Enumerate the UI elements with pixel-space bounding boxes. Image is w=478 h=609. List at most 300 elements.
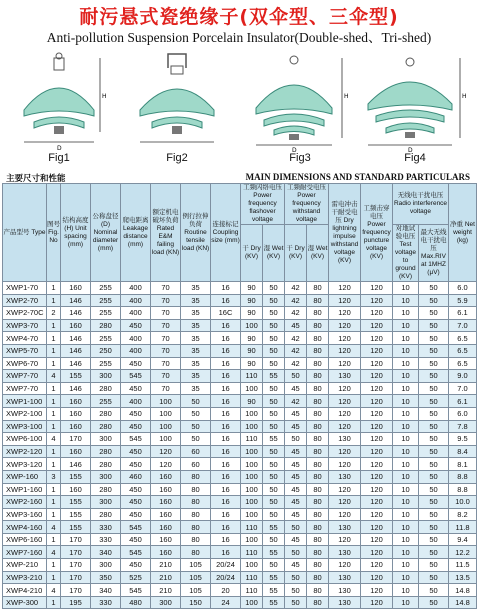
cell-impulse: 130 <box>329 571 361 584</box>
cell-type: XWP7-70 <box>3 370 47 383</box>
cell-flashover-wet: 50 <box>263 445 285 458</box>
cell-type: XWP6-160 <box>3 533 47 546</box>
header-impulse: 雷电冲击干耐受电压 Dry lightning impulse withstand voltage (KV) <box>329 184 361 282</box>
diameter-label: D <box>292 147 297 152</box>
cell-leakage: 450 <box>121 533 151 546</box>
section-title-english: MAIN DIMENSIONS AND STANDARD PARTICULARS <box>245 172 470 182</box>
cell-diameter: 330 <box>91 521 121 534</box>
cell-failing-load: 120 <box>151 445 181 458</box>
cell-flashover-dry: 100 <box>241 483 263 496</box>
cell-coupling: 16 <box>211 521 241 534</box>
cell-type: XWP4-210 <box>3 584 47 597</box>
cell-failing-load: 210 <box>151 559 181 572</box>
cell-spacing: 160 <box>61 420 91 433</box>
cell-impulse: 120 <box>329 533 361 546</box>
cell-flashover-wet: 55 <box>263 596 285 609</box>
table-row <box>3 294 477 307</box>
cell-puncture: 120 <box>361 470 393 483</box>
cell-withstand-wet: 80 <box>307 559 329 572</box>
fig-label: Fig2 <box>166 152 188 164</box>
cell-leakage: 450 <box>121 420 151 433</box>
cell-type: XWP5-70 <box>3 344 47 357</box>
cell-flashover-wet: 55 <box>263 370 285 383</box>
cell-routine-load: 105 <box>181 584 211 597</box>
cell-coupling: 16 <box>211 483 241 496</box>
cell-test-voltage: 10 <box>393 445 419 458</box>
insulator-drawing-fig1 <box>10 48 108 152</box>
cell-failing-load: 100 <box>151 407 181 420</box>
table-row <box>3 496 477 509</box>
cell-flashover-dry: 90 <box>241 344 263 357</box>
cell-type: XWP3-70 <box>3 319 47 332</box>
cell-routine-load: 35 <box>181 344 211 357</box>
header-fig: 图号 Fig. No <box>47 184 61 282</box>
cell-leakage: 400 <box>121 282 151 295</box>
cell-test-voltage: 10 <box>393 483 419 496</box>
cell-coupling: 20/24 <box>211 559 241 572</box>
figure-1 <box>10 48 108 172</box>
cell-type: XWP2-100 <box>3 407 47 420</box>
header-max-riv: 最大无线电干扰电压 Max.RIV at 1MHZ (μV) <box>419 225 449 282</box>
cell-weight: 8.8 <box>449 470 477 483</box>
header-diameter: 公称盘径 (D) Nominal diameter (mm) <box>91 184 121 282</box>
header-withstand: 工频耐受电压 Power frequency withstand voltage <box>285 184 329 225</box>
cell-withstand-wet: 80 <box>307 395 329 408</box>
cell-coupling: 16 <box>211 546 241 559</box>
cell-fig: 1 <box>47 395 61 408</box>
cell-routine-load: 50 <box>181 420 211 433</box>
cell-failing-load: 210 <box>151 584 181 597</box>
cell-coupling: 16 <box>211 357 241 370</box>
table-row <box>3 332 477 345</box>
cell-coupling: 16 <box>211 382 241 395</box>
cell-weight: 6.0 <box>449 282 477 295</box>
cell-failing-load: 70 <box>151 307 181 320</box>
cell-withstand-dry: 50 <box>285 584 307 597</box>
cell-coupling: 24 <box>211 596 241 609</box>
cell-spacing: 160 <box>61 407 91 420</box>
cell-puncture: 120 <box>361 307 393 320</box>
cell-test-voltage: 10 <box>393 521 419 534</box>
cell-puncture: 120 <box>361 294 393 307</box>
cell-spacing: 160 <box>61 483 91 496</box>
cell-puncture: 120 <box>361 445 393 458</box>
cell-routine-load: 35 <box>181 382 211 395</box>
cell-spacing: 160 <box>61 319 91 332</box>
title-chinese: 耐污悬式瓷绝缘子(双伞型、三伞型) <box>79 6 399 28</box>
cell-failing-load: 100 <box>151 395 181 408</box>
cell-impulse: 120 <box>329 458 361 471</box>
cell-withstand-dry: 50 <box>285 596 307 609</box>
cell-failing-load: 160 <box>151 470 181 483</box>
cell-routine-load: 35 <box>181 319 211 332</box>
cell-max-riv: 50 <box>419 584 449 597</box>
cell-leakage: 450 <box>121 319 151 332</box>
cell-flashover-wet: 50 <box>263 533 285 546</box>
cell-puncture: 120 <box>361 571 393 584</box>
cell-failing-load: 70 <box>151 357 181 370</box>
cell-leakage: 460 <box>121 470 151 483</box>
table-row <box>3 584 477 597</box>
cell-puncture: 120 <box>361 370 393 383</box>
cell-spacing: 155 <box>61 521 91 534</box>
cell-impulse: 120 <box>329 420 361 433</box>
cell-type: XWP2-120 <box>3 445 47 458</box>
fig-label: Fig1 <box>48 152 70 164</box>
cell-flashover-dry: 110 <box>241 546 263 559</box>
cell-weight: 11.8 <box>449 521 477 534</box>
cell-type: XWP3-100 <box>3 420 47 433</box>
cell-impulse: 120 <box>329 332 361 345</box>
cell-flashover-dry: 110 <box>241 521 263 534</box>
cell-puncture: 120 <box>361 508 393 521</box>
cell-test-voltage: 10 <box>393 433 419 446</box>
cell-failing-load: 160 <box>151 546 181 559</box>
cell-coupling: 16 <box>211 294 241 307</box>
cell-max-riv: 50 <box>419 483 449 496</box>
cell-weight: 6.1 <box>449 307 477 320</box>
cell-flashover-wet: 55 <box>263 521 285 534</box>
cell-weight: 8.4 <box>449 445 477 458</box>
cell-spacing: 160 <box>61 395 91 408</box>
cell-flashover-wet: 55 <box>263 433 285 446</box>
cell-withstand-dry: 45 <box>285 458 307 471</box>
cell-type: XWP1-160 <box>3 483 47 496</box>
cell-withstand-dry: 45 <box>285 407 307 420</box>
cell-flashover-dry: 110 <box>241 571 263 584</box>
cell-flashover-dry: 110 <box>241 370 263 383</box>
cell-failing-load: 160 <box>151 483 181 496</box>
cell-withstand-wet: 80 <box>307 420 329 433</box>
cell-impulse: 130 <box>329 370 361 383</box>
cell-fig: 4 <box>47 521 61 534</box>
cell-type: XWP2-160 <box>3 496 47 509</box>
cell-withstand-wet: 80 <box>307 546 329 559</box>
cell-spacing: 160 <box>61 282 91 295</box>
figure-3 <box>246 48 354 172</box>
cell-impulse: 130 <box>329 470 361 483</box>
cell-withstand-wet: 80 <box>307 382 329 395</box>
cell-failing-load: 100 <box>151 420 181 433</box>
cell-coupling: 20 <box>211 584 241 597</box>
cell-routine-load: 80 <box>181 508 211 521</box>
cell-coupling: 16 <box>211 420 241 433</box>
cell-fig: 4 <box>47 370 61 383</box>
cell-failing-load: 70 <box>151 282 181 295</box>
cell-diameter: 280 <box>91 483 121 496</box>
cell-failing-load: 160 <box>151 496 181 509</box>
cell-coupling: 16 <box>211 508 241 521</box>
cell-withstand-dry: 42 <box>285 332 307 345</box>
cell-spacing: 146 <box>61 307 91 320</box>
cell-test-voltage: 10 <box>393 596 419 609</box>
cell-withstand-wet: 80 <box>307 332 329 345</box>
cell-flashover-dry: 100 <box>241 596 263 609</box>
cell-withstand-dry: 42 <box>285 344 307 357</box>
cell-withstand-dry: 50 <box>285 433 307 446</box>
cell-withstand-dry: 42 <box>285 282 307 295</box>
table-row <box>3 420 477 433</box>
cell-routine-load: 35 <box>181 307 211 320</box>
cell-withstand-dry: 42 <box>285 395 307 408</box>
cell-weight: 6.5 <box>449 357 477 370</box>
cell-coupling: 16 <box>211 458 241 471</box>
cell-fig: 1 <box>47 496 61 509</box>
cell-fig: 1 <box>47 508 61 521</box>
cell-routine-load: 80 <box>181 546 211 559</box>
cell-fig: 1 <box>47 332 61 345</box>
cell-diameter: 255 <box>91 294 121 307</box>
cell-impulse: 120 <box>329 445 361 458</box>
cell-routine-load: 50 <box>181 395 211 408</box>
header-withstand-dry: 干 Dry (KV) <box>285 225 307 282</box>
cell-puncture: 120 <box>361 319 393 332</box>
cell-routine-load: 50 <box>181 433 211 446</box>
cell-impulse: 120 <box>329 357 361 370</box>
cell-routine-load: 80 <box>181 483 211 496</box>
cell-spacing: 170 <box>61 546 91 559</box>
cell-failing-load: 70 <box>151 294 181 307</box>
header-type: 产品型号 Type <box>3 184 47 282</box>
cell-flashover-wet: 50 <box>263 332 285 345</box>
cell-spacing: 170 <box>61 571 91 584</box>
diameter-label: D <box>57 145 62 152</box>
cell-diameter: 300 <box>91 496 121 509</box>
cell-max-riv: 50 <box>419 370 449 383</box>
cell-type: XWP7-70 <box>3 382 47 395</box>
cell-type: XWP2-70 <box>3 294 47 307</box>
cell-diameter: 280 <box>91 319 121 332</box>
cell-flashover-dry: 90 <box>241 332 263 345</box>
cell-failing-load: 70 <box>151 319 181 332</box>
cell-flashover-wet: 50 <box>263 420 285 433</box>
cell-withstand-dry: 42 <box>285 294 307 307</box>
cell-routine-load: 50 <box>181 407 211 420</box>
cell-flashover-wet: 50 <box>263 282 285 295</box>
cell-failing-load: 70 <box>151 370 181 383</box>
cell-flashover-dry: 90 <box>241 294 263 307</box>
cell-test-voltage: 10 <box>393 559 419 572</box>
cell-test-voltage: 10 <box>393 395 419 408</box>
cell-test-voltage: 10 <box>393 458 419 471</box>
cell-weight: 14.8 <box>449 584 477 597</box>
cell-test-voltage: 10 <box>393 470 419 483</box>
cell-failing-load: 70 <box>151 382 181 395</box>
cell-spacing: 155 <box>61 496 91 509</box>
cell-type: XWP7-160 <box>3 546 47 559</box>
cell-impulse: 130 <box>329 546 361 559</box>
cell-leakage: 545 <box>121 546 151 559</box>
cell-routine-load: 150 <box>181 596 211 609</box>
cell-coupling: 16 <box>211 395 241 408</box>
table-row <box>3 559 477 572</box>
cell-max-riv: 50 <box>419 508 449 521</box>
cell-type: XWP-160 <box>3 470 47 483</box>
cell-max-riv: 50 <box>419 332 449 345</box>
cell-impulse: 120 <box>329 344 361 357</box>
cell-flashover-dry: 90 <box>241 307 263 320</box>
cell-flashover-wet: 55 <box>263 546 285 559</box>
cell-fig: 1 <box>47 458 61 471</box>
cell-diameter: 280 <box>91 458 121 471</box>
cell-leakage: 450 <box>121 508 151 521</box>
cell-withstand-wet: 80 <box>307 357 329 370</box>
cell-fig: 1 <box>47 420 61 433</box>
cell-flashover-wet: 50 <box>263 458 285 471</box>
header-withstand-wet: 湿 Wet (KV) <box>307 225 329 282</box>
cell-puncture: 120 <box>361 282 393 295</box>
cell-diameter: 340 <box>91 584 121 597</box>
cell-withstand-wet: 80 <box>307 458 329 471</box>
cell-fig: 1 <box>47 559 61 572</box>
cell-impulse: 130 <box>329 584 361 597</box>
header-leakage: 爬电距离 Leakage distance (mm) <box>121 184 151 282</box>
cell-test-voltage: 10 <box>393 508 419 521</box>
cell-impulse: 130 <box>329 596 361 609</box>
cell-impulse: 120 <box>329 395 361 408</box>
cell-max-riv: 50 <box>419 282 449 295</box>
cell-withstand-wet: 80 <box>307 584 329 597</box>
cell-diameter: 255 <box>91 332 121 345</box>
cell-fig: 1 <box>47 382 61 395</box>
cell-flashover-dry: 90 <box>241 282 263 295</box>
cell-withstand-wet: 80 <box>307 407 329 420</box>
cell-diameter: 255 <box>91 357 121 370</box>
cell-puncture: 120 <box>361 407 393 420</box>
cell-leakage: 450 <box>121 445 151 458</box>
table-row <box>3 533 477 546</box>
cell-diameter: 350 <box>91 571 121 584</box>
table-row <box>3 546 477 559</box>
cell-coupling: 16 <box>211 319 241 332</box>
cell-spacing: 155 <box>61 370 91 383</box>
cell-flashover-dry: 110 <box>241 433 263 446</box>
cell-weight: 9.0 <box>449 370 477 383</box>
cell-fig: 3 <box>47 470 61 483</box>
fig-label: Fig4 <box>404 152 426 164</box>
title-english: Anti-pollution Suspension Porcelain Insulator(Double-shed、Tri-shed) <box>46 30 432 45</box>
cell-flashover-wet: 50 <box>263 382 285 395</box>
cell-routine-load: 105 <box>181 559 211 572</box>
cell-flashover-dry: 100 <box>241 407 263 420</box>
cell-fig: 1 <box>47 445 61 458</box>
cell-weight: 10.0 <box>449 496 477 509</box>
cell-diameter: 300 <box>91 470 121 483</box>
cell-fig: 1 <box>47 533 61 546</box>
cell-coupling: 16 <box>211 496 241 509</box>
cell-diameter: 255 <box>91 395 121 408</box>
cell-withstand-wet: 80 <box>307 370 329 383</box>
cell-failing-load: 160 <box>151 521 181 534</box>
cell-leakage: 545 <box>121 521 151 534</box>
cell-flashover-wet: 55 <box>263 584 285 597</box>
insulator-drawing-fig3 <box>246 48 354 152</box>
table-row <box>3 307 477 320</box>
cell-withstand-dry: 45 <box>285 508 307 521</box>
cell-puncture: 120 <box>361 433 393 446</box>
cell-test-voltage: 10 <box>393 357 419 370</box>
table-row <box>3 470 477 483</box>
cell-max-riv: 50 <box>419 420 449 433</box>
cell-type: XWP3-160 <box>3 508 47 521</box>
cell-diameter: 330 <box>91 596 121 609</box>
cell-puncture: 120 <box>361 546 393 559</box>
cell-flashover-wet: 50 <box>263 496 285 509</box>
cell-withstand-wet: 80 <box>307 571 329 584</box>
cell-coupling: 16 <box>211 332 241 345</box>
cell-puncture: 120 <box>361 382 393 395</box>
cell-flashover-dry: 110 <box>241 584 263 597</box>
cell-diameter: 280 <box>91 445 121 458</box>
cell-puncture: 120 <box>361 533 393 546</box>
table-row <box>3 483 477 496</box>
cell-spacing: 170 <box>61 584 91 597</box>
cell-flashover-dry: 100 <box>241 470 263 483</box>
cell-withstand-dry: 42 <box>285 307 307 320</box>
cell-withstand-dry: 45 <box>285 533 307 546</box>
cell-impulse: 130 <box>329 521 361 534</box>
cell-flashover-dry: 90 <box>241 357 263 370</box>
cell-weight: 13.5 <box>449 571 477 584</box>
cell-routine-load: 80 <box>181 496 211 509</box>
cell-spacing: 146 <box>61 458 91 471</box>
cell-test-voltage: 10 <box>393 584 419 597</box>
cell-withstand-dry: 42 <box>285 357 307 370</box>
cell-flashover-dry: 100 <box>241 420 263 433</box>
cell-failing-load: 210 <box>151 571 181 584</box>
cell-impulse: 120 <box>329 559 361 572</box>
cell-weight: 6.1 <box>449 395 477 408</box>
cell-impulse: 120 <box>329 382 361 395</box>
cell-puncture: 120 <box>361 596 393 609</box>
cell-flashover-wet: 50 <box>263 357 285 370</box>
cell-type: XWP6-100 <box>3 433 47 446</box>
cell-type: XWP1-100 <box>3 395 47 408</box>
cell-withstand-wet: 80 <box>307 596 329 609</box>
cell-max-riv: 50 <box>419 546 449 559</box>
cell-flashover-wet: 50 <box>263 395 285 408</box>
cell-max-riv: 50 <box>419 496 449 509</box>
cell-withstand-wet: 80 <box>307 470 329 483</box>
cell-type: XWP4-160 <box>3 521 47 534</box>
header-puncture: 工频击穿电压 Power frequency puncture voltage (KV) <box>361 184 393 282</box>
cell-diameter: 250 <box>91 344 121 357</box>
header-test-voltage: 对地试验电压 Test voltage to ground (KV) <box>393 225 419 282</box>
cell-coupling: 16 <box>211 445 241 458</box>
table-row <box>3 508 477 521</box>
cell-type: XWP6-70 <box>3 357 47 370</box>
cell-withstand-dry: 45 <box>285 496 307 509</box>
cell-impulse: 120 <box>329 508 361 521</box>
cell-fig: 1 <box>47 319 61 332</box>
cell-test-voltage: 10 <box>393 344 419 357</box>
header-spacing: 结构高度 (H) Unit spacing (mm) <box>61 184 91 282</box>
cell-spacing: 170 <box>61 559 91 572</box>
cell-max-riv: 50 <box>419 571 449 584</box>
cell-fig: 4 <box>47 546 61 559</box>
cell-impulse: 120 <box>329 282 361 295</box>
cell-withstand-wet: 80 <box>307 496 329 509</box>
cell-diameter: 280 <box>91 508 121 521</box>
cell-fig: 2 <box>47 307 61 320</box>
cell-routine-load: 35 <box>181 282 211 295</box>
cell-test-voltage: 10 <box>393 307 419 320</box>
cell-flashover-dry: 100 <box>241 445 263 458</box>
cell-leakage: 480 <box>121 596 151 609</box>
figures-row <box>0 48 478 172</box>
cell-weight: 6.5 <box>449 344 477 357</box>
table-row <box>3 370 477 383</box>
